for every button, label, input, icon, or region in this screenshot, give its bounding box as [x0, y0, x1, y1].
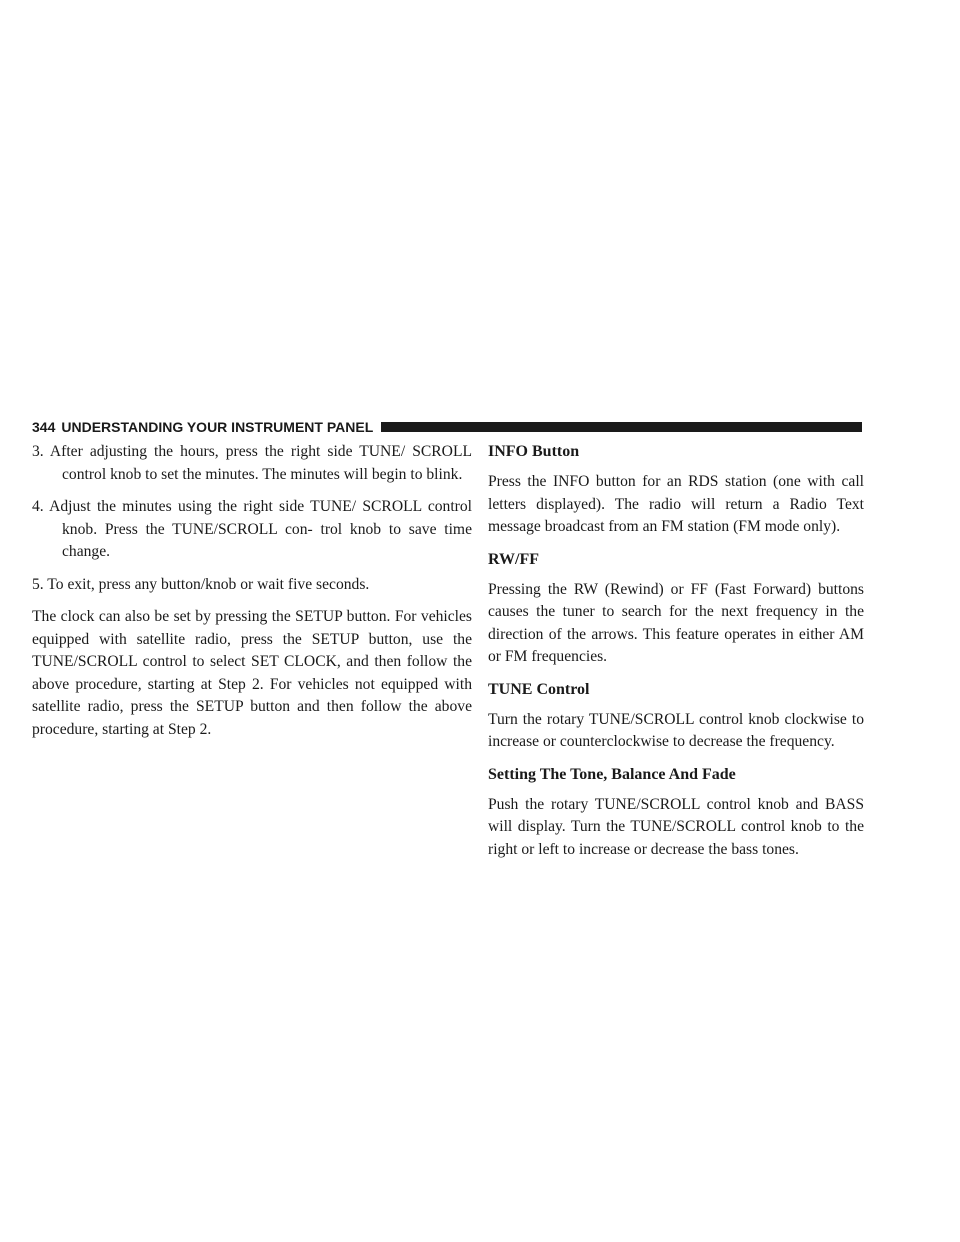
step-5: 5. To exit, press any button/knob or wait five seconds. [32, 575, 370, 593]
setup-paragraph: The clock can also be set by pressing the SETUP button. For vehicles equipped with satellite radio, press the SETUP button, use the TUNE/SCROLL control to select SET CLOCK, and then follow the above procedure, starting at Step 2. For vehicles not equipped with satellite radio, press the SETUP button and then follow the above procedure, starting at Step 2. [32, 608, 472, 738]
right-column [488, 441, 864, 871]
heading-rw-ff: RW/FF [488, 550, 539, 568]
section-title: UNDERSTANDING YOUR INSTRUMENT PANEL [61, 419, 374, 435]
tone-balance-fade-text: Push the rotary TUNE/SCROLL control knob and BASS will display. Turn the TUNE/SCROLL control knob to the right or left to increase or decrease the bass tones. [488, 795, 864, 858]
rw-ff-text: Pressing the RW (Rewind) or FF (Fast Forward) buttons causes the tuner to search for the next frequency in the direction of the arrows. This feature operates in either AM or FM frequencies. [488, 580, 864, 665]
left-column [32, 441, 472, 751]
step-4: 4. Adjust the minutes using the right side TUNE/ SCROLL control knob. Press the TUNE/SCROLL con- trol knob to save time change. [32, 498, 472, 560]
heading-info-button: INFO Button [488, 443, 580, 460]
step-3: 3. After adjusting the hours, press the right side TUNE/ SCROLL control knob to set the minutes. The minutes will begin to blink. [32, 443, 472, 483]
page-number: 344 [32, 419, 56, 435]
tune-control-text: Turn the rotary TUNE/SCROLL control knob clockwise to increase or counterclockwise to decrease the frequency. [488, 710, 864, 750]
heading-tune-control: TUNE Control [488, 680, 590, 698]
header-rule [381, 422, 862, 432]
info-button-text: Press the INFO button for an RDS station (one with call letters displayed). The radio will return a Radio Text message broadcast from an FM station (FM mode only). [488, 473, 864, 535]
page-header [32, 416, 862, 438]
heading-tone-balance-fade: Setting The Tone, Balance And Fade [488, 765, 736, 783]
